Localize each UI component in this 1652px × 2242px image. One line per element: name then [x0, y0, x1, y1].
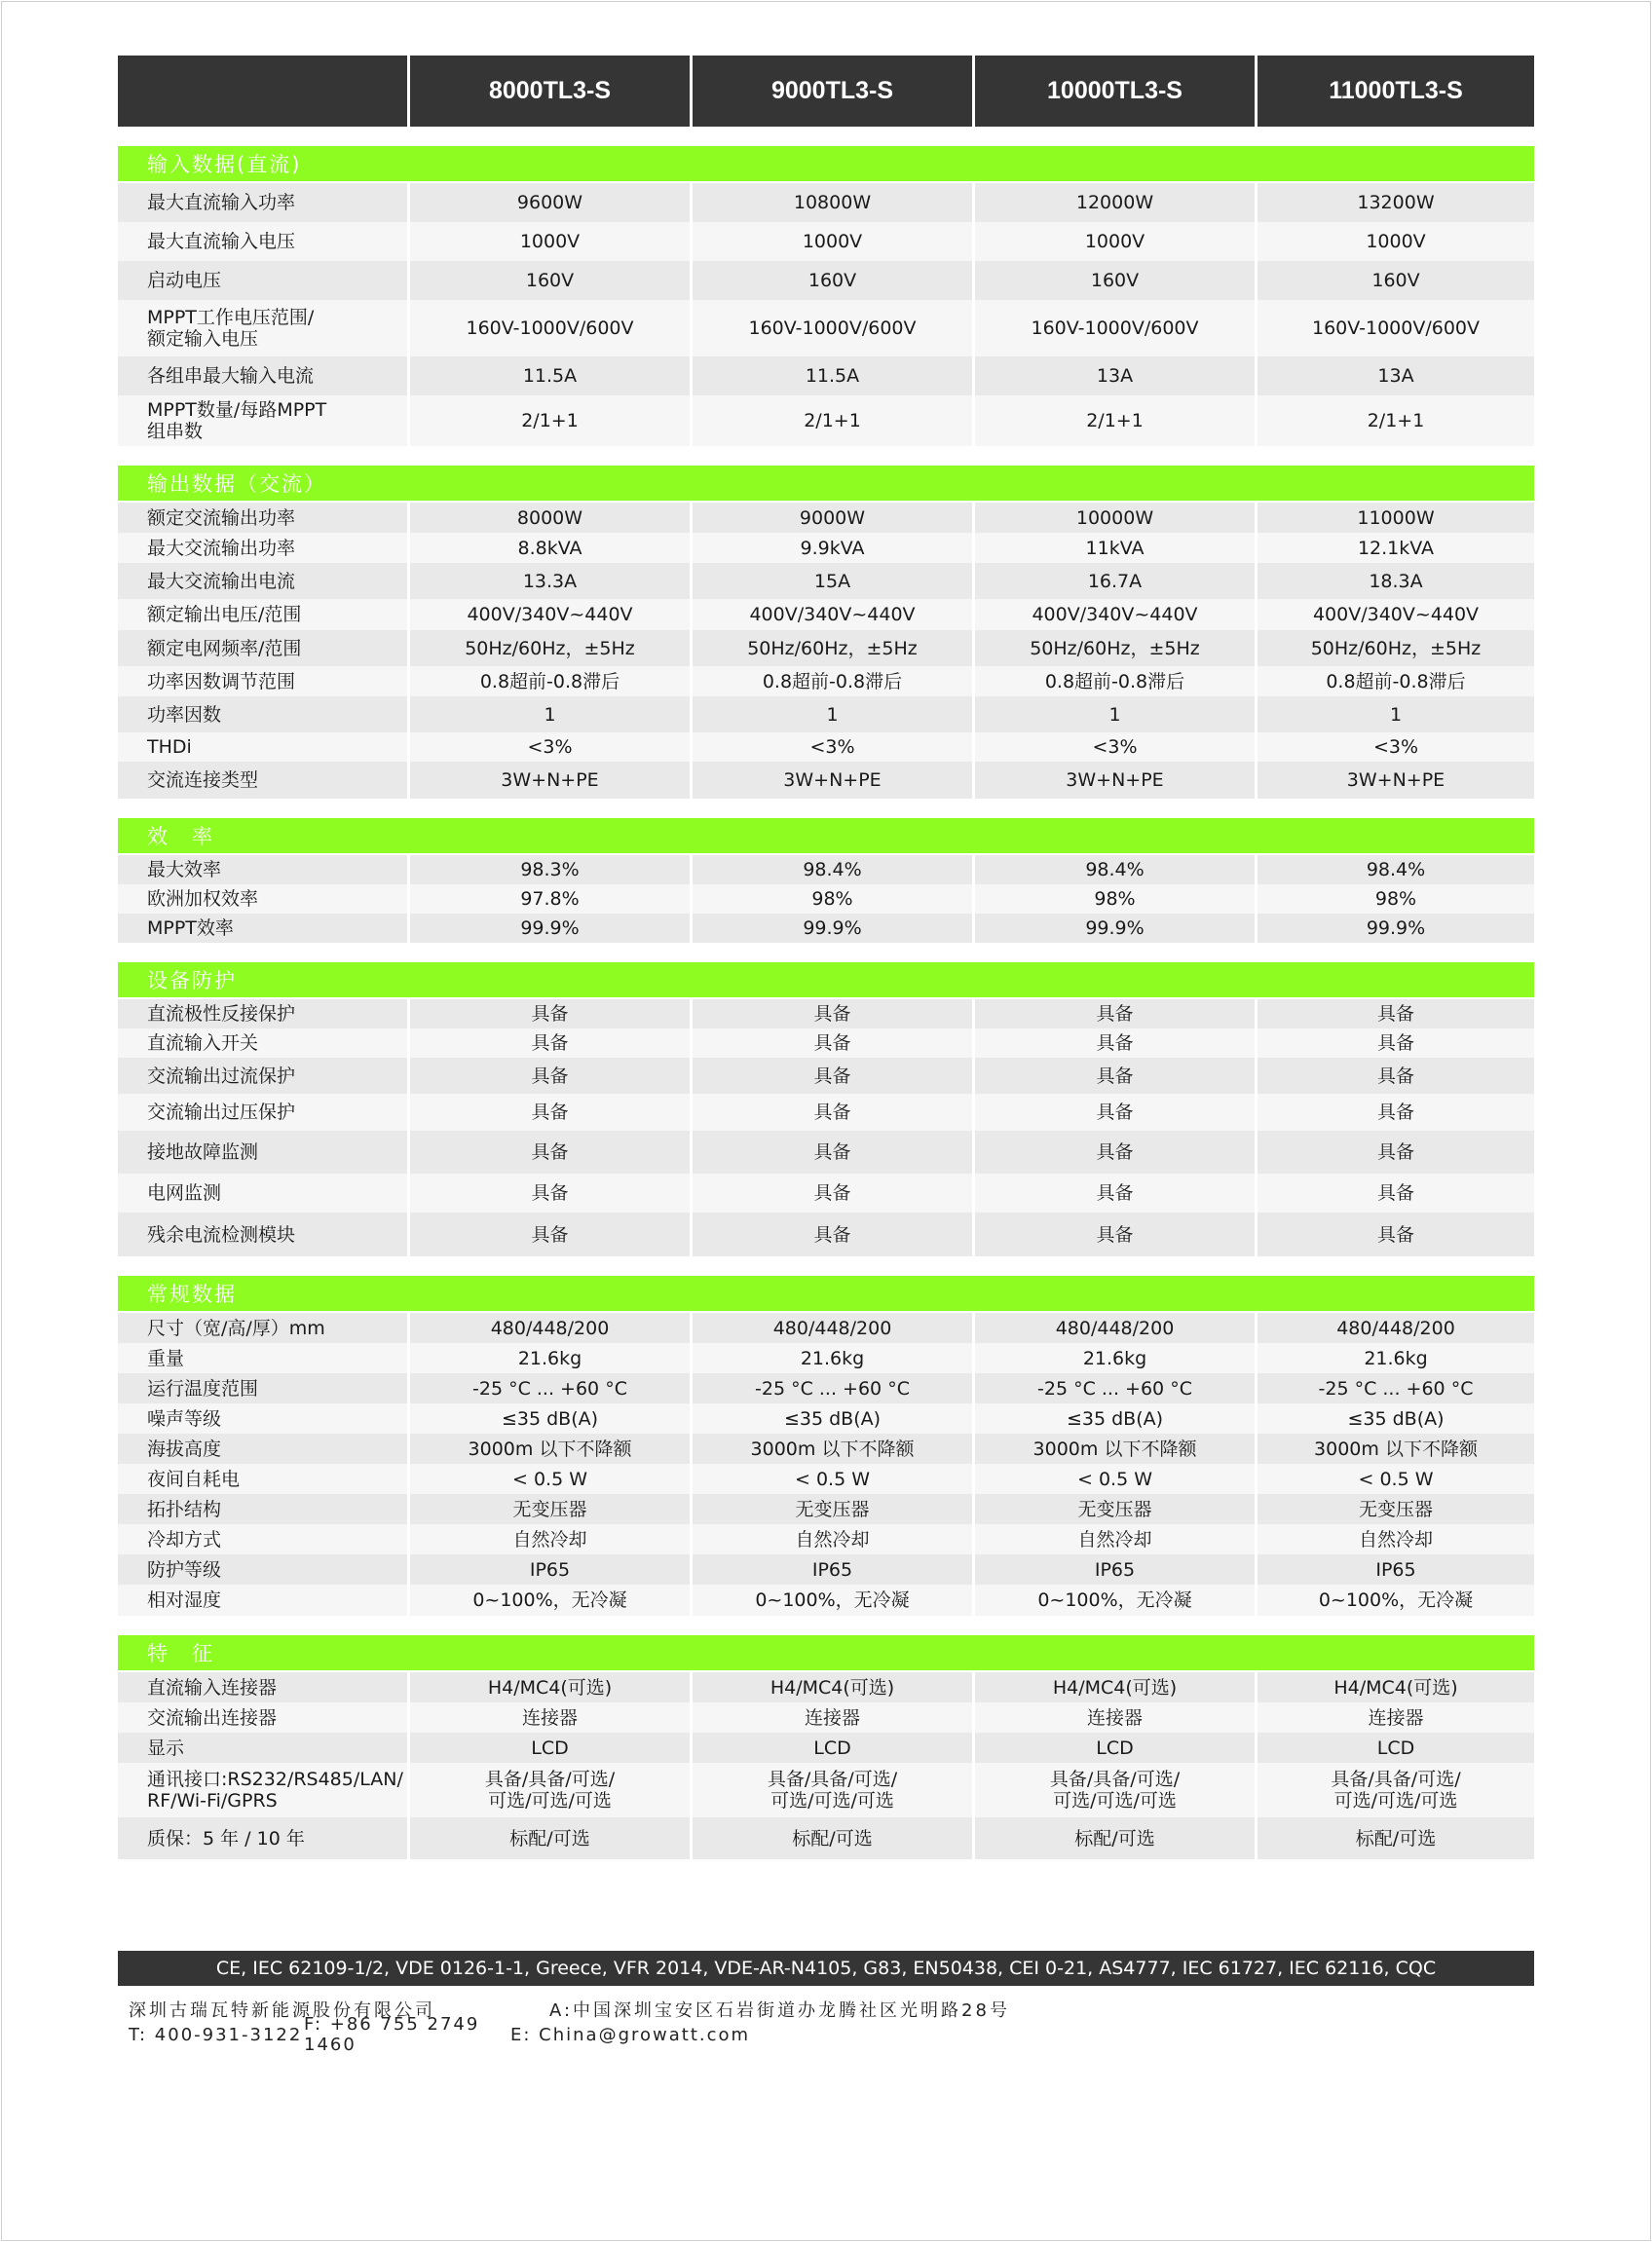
spec-value: 1 — [972, 696, 1255, 732]
spec-value: 98% — [690, 884, 972, 914]
spec-label: 交流输出连接器 — [118, 1702, 407, 1733]
spec-value: 480/448/200 — [407, 1313, 690, 1343]
spec-value: 具备 — [972, 999, 1255, 1028]
spec-label: 通讯接口:RS232/RS485/LAN/ RF/Wi-Fi/GPRS — [118, 1763, 407, 1817]
spec-value: 11kVA — [972, 533, 1255, 563]
spec-value: < 0.5 W — [972, 1464, 1255, 1494]
spec-value: H4/MC4(可选) — [407, 1672, 690, 1702]
spec-value: 15A — [690, 563, 972, 599]
spec-row — [118, 300, 1534, 356]
spec-value: 连接器 — [407, 1702, 690, 1733]
spec-value: 99.9% — [1255, 914, 1534, 943]
spec-row — [118, 732, 1534, 762]
spec-value: 1000V — [690, 222, 972, 261]
spec-value: H4/MC4(可选) — [972, 1672, 1255, 1702]
spec-label: 直流输入连接器 — [118, 1672, 407, 1702]
spec-value: 无变压器 — [1255, 1494, 1534, 1524]
spec-value: 无变压器 — [690, 1494, 972, 1524]
spec-row — [118, 1058, 1534, 1094]
spec-value: 2/1+1 — [690, 395, 972, 446]
spec-row — [118, 1733, 1534, 1763]
company-name: 深圳古瑞瓦特新能源股份有限公司 — [129, 2000, 435, 2021]
spec-value: 0~100%，无冷凝 — [972, 1585, 1255, 1616]
spec-label: 功率因数调节范围 — [118, 666, 407, 696]
spec-value: 8.8kVA — [407, 533, 690, 563]
spec-value: 具备 — [690, 1174, 972, 1213]
spec-row — [118, 1524, 1534, 1554]
spec-value: -25 °C ... +60 °C — [690, 1373, 972, 1403]
spec-row — [118, 884, 1534, 914]
spec-row — [118, 630, 1534, 666]
spec-value: 0.8超前-0.8滞后 — [1255, 666, 1534, 696]
spec-value: 2/1+1 — [1255, 395, 1534, 446]
spec-row — [118, 1434, 1534, 1464]
spec-row — [118, 1313, 1534, 1343]
spec-value: IP65 — [1255, 1554, 1534, 1585]
spec-label: 额定输出电压/范围 — [118, 599, 407, 630]
spec-value: <3% — [1255, 732, 1534, 762]
spec-value: 具备/具备/可选/ 可选/可选/可选 — [972, 1763, 1255, 1817]
spec-value: ≤35 dB(A) — [972, 1403, 1255, 1434]
spec-value: 13A — [1255, 356, 1534, 395]
spec-row — [118, 1763, 1534, 1817]
spec-value: 98% — [1255, 884, 1534, 914]
spec-section — [118, 146, 1534, 446]
model-header-row — [118, 56, 1534, 127]
spec-value: 3W+N+PE — [690, 762, 972, 799]
spec-value: 具备 — [407, 1131, 690, 1174]
spec-value: 8000W — [407, 503, 690, 533]
spec-value: 具备 — [972, 1213, 1255, 1256]
spec-row — [118, 1343, 1534, 1373]
spec-value: 具备 — [972, 1094, 1255, 1131]
spec-label: 冷却方式 — [118, 1524, 407, 1554]
spec-value: 标配/可选 — [972, 1817, 1255, 1859]
spec-value: 自然冷却 — [1255, 1524, 1534, 1554]
spec-value: 0~100%，无冷凝 — [1255, 1585, 1534, 1616]
spec-row — [118, 999, 1534, 1028]
spec-value: 98.4% — [690, 855, 972, 884]
spec-label: 最大效率 — [118, 855, 407, 884]
spec-value: <3% — [407, 732, 690, 762]
spec-value: 13A — [972, 356, 1255, 395]
spec-value: LCD — [407, 1733, 690, 1763]
spec-value: 10000W — [972, 503, 1255, 533]
spec-value: 98.4% — [972, 855, 1255, 884]
spec-row — [118, 1817, 1534, 1859]
spec-label: 最大交流输出功率 — [118, 533, 407, 563]
spec-value: 9.9kVA — [690, 533, 972, 563]
spec-value: 12.1kVA — [1255, 533, 1534, 563]
spec-label: MPPT效率 — [118, 914, 407, 943]
spec-label: 交流输出过流保护 — [118, 1058, 407, 1094]
spec-label: 功率因数 — [118, 696, 407, 732]
spec-value: 1000V — [407, 222, 690, 261]
spec-value: 具备/具备/可选/ 可选/可选/可选 — [690, 1763, 972, 1817]
spec-sections — [118, 146, 1534, 1859]
spec-value: 160V — [690, 261, 972, 300]
spec-label: 各组串最大输入电流 — [118, 356, 407, 395]
spec-value: 具备 — [972, 1028, 1255, 1058]
spec-value: IP65 — [407, 1554, 690, 1585]
spec-row — [118, 1174, 1534, 1213]
spec-value: 50Hz/60Hz，±5Hz — [972, 630, 1255, 666]
section-title: 常规数据 — [118, 1276, 1534, 1311]
model-header: 8000TL3-S — [407, 56, 690, 127]
section-title: 输入数据(直流) — [118, 146, 1534, 181]
spec-value: H4/MC4(可选) — [690, 1672, 972, 1702]
spec-label: 运行温度范围 — [118, 1373, 407, 1403]
spec-value: 3000m 以下不降额 — [1255, 1434, 1534, 1464]
spec-row — [118, 356, 1534, 395]
spec-value: 自然冷却 — [690, 1524, 972, 1554]
spec-value: H4/MC4(可选) — [1255, 1672, 1534, 1702]
spec-value: 具备 — [1255, 1213, 1534, 1256]
spec-value: 具备 — [1255, 1094, 1534, 1131]
spec-section — [118, 1276, 1534, 1616]
spec-value: 具备 — [407, 1094, 690, 1131]
spec-value: 具备/具备/可选/ 可选/可选/可选 — [1255, 1763, 1534, 1817]
model-header: 10000TL3-S — [972, 56, 1255, 127]
spec-value: 0.8超前-0.8滞后 — [690, 666, 972, 696]
spec-value: 12000W — [972, 183, 1255, 222]
spec-row — [118, 183, 1534, 222]
spec-value: 2/1+1 — [407, 395, 690, 446]
spec-value: < 0.5 W — [690, 1464, 972, 1494]
spec-label: MPPT数量/每路MPPT 组串数 — [118, 395, 407, 446]
spec-label: 最大直流输入电压 — [118, 222, 407, 261]
spec-value: 10800W — [690, 183, 972, 222]
spec-value: 标配/可选 — [1255, 1817, 1534, 1859]
spec-value: < 0.5 W — [1255, 1464, 1534, 1494]
spec-label: 直流极性反接保护 — [118, 999, 407, 1028]
spec-value: ≤35 dB(A) — [1255, 1403, 1534, 1434]
spec-row — [118, 1213, 1534, 1256]
spec-value: 连接器 — [690, 1702, 972, 1733]
spec-value: 98.3% — [407, 855, 690, 884]
spec-row — [118, 261, 1534, 300]
spec-value: 99.9% — [690, 914, 972, 943]
spec-value: 具备 — [407, 1174, 690, 1213]
spec-section — [118, 818, 1534, 943]
section-title: 特 征 — [118, 1635, 1534, 1670]
spec-value: 具备 — [407, 999, 690, 1028]
spec-value: 连接器 — [1255, 1702, 1534, 1733]
spec-label: 额定交流输出功率 — [118, 503, 407, 533]
spec-value: 3W+N+PE — [407, 762, 690, 799]
spec-value: 具备 — [972, 1174, 1255, 1213]
spec-value: 11000W — [1255, 503, 1534, 533]
section-title: 效 率 — [118, 818, 1534, 853]
spec-value: 无变压器 — [972, 1494, 1255, 1524]
spec-row — [118, 1464, 1534, 1494]
spec-value: 480/448/200 — [1255, 1313, 1534, 1343]
spec-value: 具备 — [972, 1058, 1255, 1094]
spec-row — [118, 696, 1534, 732]
spec-value: 21.6kg — [407, 1343, 690, 1373]
spec-value: 3000m 以下不降额 — [407, 1434, 690, 1464]
spec-value: 50Hz/60Hz，±5Hz — [407, 630, 690, 666]
spec-value: 具备 — [690, 1213, 972, 1256]
spec-label: MPPT工作电压范围/ 额定输入电压 — [118, 300, 407, 356]
spec-value: 98% — [972, 884, 1255, 914]
spec-value: 99.9% — [407, 914, 690, 943]
spec-label: 噪声等级 — [118, 1403, 407, 1434]
spec-row — [118, 1702, 1534, 1733]
spec-value: <3% — [972, 732, 1255, 762]
spec-row — [118, 666, 1534, 696]
spec-row — [118, 599, 1534, 630]
spec-value: 11.5A — [690, 356, 972, 395]
spec-row — [118, 503, 1534, 533]
spec-row — [118, 1373, 1534, 1403]
spec-value: 具备 — [690, 999, 972, 1028]
spec-label: 直流输入开关 — [118, 1028, 407, 1058]
spec-value: 3W+N+PE — [1255, 762, 1534, 799]
spec-value: LCD — [690, 1733, 972, 1763]
spec-section — [118, 1635, 1534, 1859]
spec-label: 防护等级 — [118, 1554, 407, 1585]
spec-row — [118, 395, 1534, 446]
spec-value: 具备 — [407, 1213, 690, 1256]
spec-label: 最大直流输入功率 — [118, 183, 407, 222]
spec-value: 无变压器 — [407, 1494, 690, 1524]
spec-value: 0.8超前-0.8滞后 — [407, 666, 690, 696]
spec-value: 1 — [690, 696, 972, 732]
spec-label: 最大交流输出电流 — [118, 563, 407, 599]
spec-value: -25 °C ... +60 °C — [1255, 1373, 1534, 1403]
spec-value: 具备 — [690, 1028, 972, 1058]
model-header: 11000TL3-S — [1255, 56, 1534, 127]
section-title: 设备防护 — [118, 962, 1534, 997]
spec-label: 夜间自耗电 — [118, 1464, 407, 1494]
spec-value: 480/448/200 — [972, 1313, 1255, 1343]
certifications-bar: CE, IEC 62109-1/2, VDE 0126-1-1, Greece, VFR 2014, VDE-AR-N4105, G83, EN50438, CEI 0-21, AS4777, IEC 61727, IEC 62116, CQC — [118, 1951, 1534, 1986]
spec-value: 自然冷却 — [972, 1524, 1255, 1554]
spec-row — [118, 855, 1534, 884]
spec-value: IP65 — [690, 1554, 972, 1585]
spec-value: 具备 — [972, 1131, 1255, 1174]
spec-value: 具备 — [1255, 1058, 1534, 1094]
spec-label: THDi — [118, 732, 407, 762]
section-title: 输出数据（交流） — [118, 466, 1534, 501]
spec-value: 16.7A — [972, 563, 1255, 599]
spec-row — [118, 1403, 1534, 1434]
spec-value: 具备 — [1255, 1174, 1534, 1213]
spec-label: 额定电网频率/范围 — [118, 630, 407, 666]
spec-value: 3000m 以下不降额 — [972, 1434, 1255, 1464]
spec-row — [118, 222, 1534, 261]
spec-value: 18.3A — [1255, 563, 1534, 599]
spec-value: 具备 — [690, 1058, 972, 1094]
spec-label: 电网监测 — [118, 1174, 407, 1213]
spec-label: 欧洲加权效率 — [118, 884, 407, 914]
spec-value: 160V — [1255, 261, 1534, 300]
spec-value: 13.3A — [407, 563, 690, 599]
spec-value: 400V/340V~440V — [407, 599, 690, 630]
spec-row — [118, 1494, 1534, 1524]
company-phone: T: 400-931-3122 — [129, 2024, 303, 2045]
spec-row — [118, 1672, 1534, 1702]
spec-value: 160V-1000V/600V — [407, 300, 690, 356]
spec-value: 标配/可选 — [407, 1817, 690, 1859]
spec-value: ≤35 dB(A) — [690, 1403, 972, 1434]
spec-label: 交流连接类型 — [118, 762, 407, 799]
spec-label: 相对湿度 — [118, 1585, 407, 1616]
spec-label: 交流输出过压保护 — [118, 1094, 407, 1131]
spec-section — [118, 962, 1534, 1256]
spec-value: 9600W — [407, 183, 690, 222]
spec-value: 21.6kg — [972, 1343, 1255, 1373]
spec-value: 具备 — [690, 1131, 972, 1174]
spec-value: 3W+N+PE — [972, 762, 1255, 799]
spec-value: LCD — [1255, 1733, 1534, 1763]
spec-value: 400V/340V~440V — [690, 599, 972, 630]
spec-row — [118, 1131, 1534, 1174]
spec-value: 具备 — [1255, 999, 1534, 1028]
spec-value: 标配/可选 — [690, 1817, 972, 1859]
company-email: E: China@growatt.com — [510, 2024, 751, 2045]
spec-value: 160V-1000V/600V — [1255, 300, 1534, 356]
spec-value: 400V/340V~440V — [1255, 599, 1534, 630]
spec-value: 160V — [407, 261, 690, 300]
spec-value: 具备 — [1255, 1131, 1534, 1174]
spec-value: 13200W — [1255, 183, 1534, 222]
spec-value: ≤35 dB(A) — [407, 1403, 690, 1434]
spec-row — [118, 533, 1534, 563]
spec-value: 160V-1000V/600V — [690, 300, 972, 356]
company-address: A:中国深圳宝安区石岩街道办龙腾社区光明路28号 — [549, 2000, 1010, 2021]
spec-label: 质保：5 年 / 10 年 — [118, 1817, 407, 1859]
spec-value: -25 °C ... +60 °C — [972, 1373, 1255, 1403]
spec-label: 尺寸（宽/高/厚）mm — [118, 1313, 407, 1343]
spec-row — [118, 762, 1534, 799]
spec-value: 160V-1000V/600V — [972, 300, 1255, 356]
spec-value: 0~100%，无冷凝 — [407, 1585, 690, 1616]
spec-value: 21.6kg — [690, 1343, 972, 1373]
spec-label: 显示 — [118, 1733, 407, 1763]
spec-label: 启动电压 — [118, 261, 407, 300]
spec-value: <3% — [690, 732, 972, 762]
spec-label: 重量 — [118, 1343, 407, 1373]
spec-value: 98.4% — [1255, 855, 1534, 884]
spec-value: 9000W — [690, 503, 972, 533]
spec-sheet — [118, 56, 1534, 1859]
spec-value: 21.6kg — [1255, 1343, 1534, 1373]
spec-row — [118, 1028, 1534, 1058]
spec-value: 1000V — [972, 222, 1255, 261]
spec-value: 50Hz/60Hz，±5Hz — [1255, 630, 1534, 666]
spec-value: 1000V — [1255, 222, 1534, 261]
spec-value: 1 — [1255, 696, 1534, 732]
spec-row — [118, 914, 1534, 943]
spec-value: 具备 — [1255, 1028, 1534, 1058]
spec-value: < 0.5 W — [407, 1464, 690, 1494]
spec-value: LCD — [972, 1733, 1255, 1763]
spec-value: IP65 — [972, 1554, 1255, 1585]
spec-value: 97.8% — [407, 884, 690, 914]
spec-label: 接地故障监测 — [118, 1131, 407, 1174]
spec-value: 0~100%，无冷凝 — [690, 1585, 972, 1616]
spec-value: 99.9% — [972, 914, 1255, 943]
spec-value: 具备 — [690, 1094, 972, 1131]
spec-row — [118, 1554, 1534, 1585]
spec-value: 连接器 — [972, 1702, 1255, 1733]
company-footer — [129, 1997, 1492, 2055]
company-fax: F: +86 755 2749 1460 — [304, 2014, 480, 2055]
spec-row — [118, 563, 1534, 599]
spec-value: 2/1+1 — [972, 395, 1255, 446]
spec-value: 3000m 以下不降额 — [690, 1434, 972, 1464]
spec-label: 残余电流检测模块 — [118, 1213, 407, 1256]
model-header: 9000TL3-S — [690, 56, 972, 127]
spec-value: 0.8超前-0.8滞后 — [972, 666, 1255, 696]
spec-value: 具备 — [407, 1028, 690, 1058]
spec-row — [118, 1585, 1534, 1616]
spec-value: -25 °C ... +60 °C — [407, 1373, 690, 1403]
header-corner — [118, 56, 407, 127]
spec-label: 海拔高度 — [118, 1434, 407, 1464]
spec-value: 480/448/200 — [690, 1313, 972, 1343]
spec-value: 11.5A — [407, 356, 690, 395]
spec-row — [118, 1094, 1534, 1131]
spec-value: 具备/具备/可选/ 可选/可选/可选 — [407, 1763, 690, 1817]
spec-value: 160V — [972, 261, 1255, 300]
spec-value: 50Hz/60Hz，±5Hz — [690, 630, 972, 666]
spec-value: 具备 — [407, 1058, 690, 1094]
spec-value: 400V/340V~440V — [972, 599, 1255, 630]
spec-value: 自然冷却 — [407, 1524, 690, 1554]
spec-label: 拓扑结构 — [118, 1494, 407, 1524]
spec-value: 1 — [407, 696, 690, 732]
spec-section — [118, 466, 1534, 799]
